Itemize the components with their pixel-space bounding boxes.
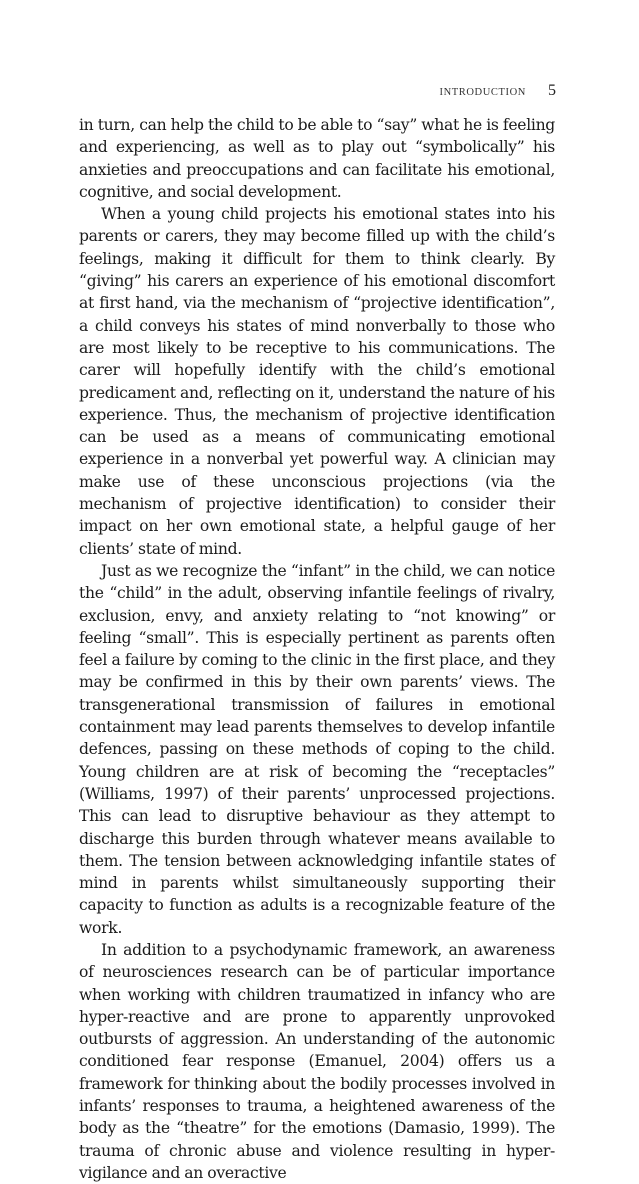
running-head-section: INTRODUCTION: [439, 87, 526, 98]
paragraph-projective-identification: When a young child projects his emotional states into his parents or carers, they may become filled up with the child’s feelings, making it difficult for them to think clearly. By “giving” his carers an experience of his emotional discomfort at first hand, via the mechanism of “projective identification”, a child conveys his states of mind nonverbally to those who are most likely to be receptive to his communications. The carer will hopefully identify with the child’s emotional predicament and, reflecting on it, understand the nature of his experience. Thus, the mechanism of projective identification can be used as a means of communicating emotional experience in a nonverbal yet powerful way. A clinician may make use of these unconscious projections (via the mechanism of projective identification) to consider their impact on her own emotional state, a helpful gauge of her clients’ state of mind.: [79, 205, 555, 558]
body-text: [79, 114, 555, 1184]
paragraph-continuation: in turn, can help the child to be able to “say” what he is feeling and experiencing, as well as to play out “symbolically” his anxieties and preoccupations and can facilitate his emotional, cognitive, and social development.: [79, 116, 555, 201]
page-number: 5: [548, 82, 556, 99]
paragraph-neurosciences: In addition to a psychodynamic framework, an awareness of neurosciences research can be of particular importance when working with children traumatized in infancy who are hyper-reactive and are prone to apparently unprovoked outbursts of aggression. An understanding of the autonomic conditioned fear response (Emanuel, 2004) offers us a framework for thinking about the bodily processes involved in infants’ responses to trauma, a heightened awareness of the body as the “theatre” for the emotions (Damasio, 1999). The trauma of chronic abuse and violence resulting in hyper-vigilance and an overactive: [79, 940, 555, 1182]
paragraph-infant-in-child: Just as we recognize the “infant” in the child, we can notice the “child” in the adult, observing infantile feelings of rivalry, exclusion, envy, and anxiety relating to “not knowing” or feeling “small”. This is especially pertinent as parents often feel a failure by coming to the clinic in the first place, and they may be confirmed in this by their own parents’ views. The transgenerational transmission of failures in emotional containment may lead parents themselves to develop infantile defences, passing on these methods of coping to the child. Young children are at risk of becoming the “receptacles” (Williams, 1997) of their parents’ unprocessed projections. This can lead to disruptive behaviour as they attempt to discharge this burden through whatever means available to them. The tension between acknowledging infantile states of mind in parents whilst simultaneously supporting their capacity to function as adults is a recognizable feature of the work.: [79, 561, 555, 937]
running-head: [439, 82, 556, 100]
